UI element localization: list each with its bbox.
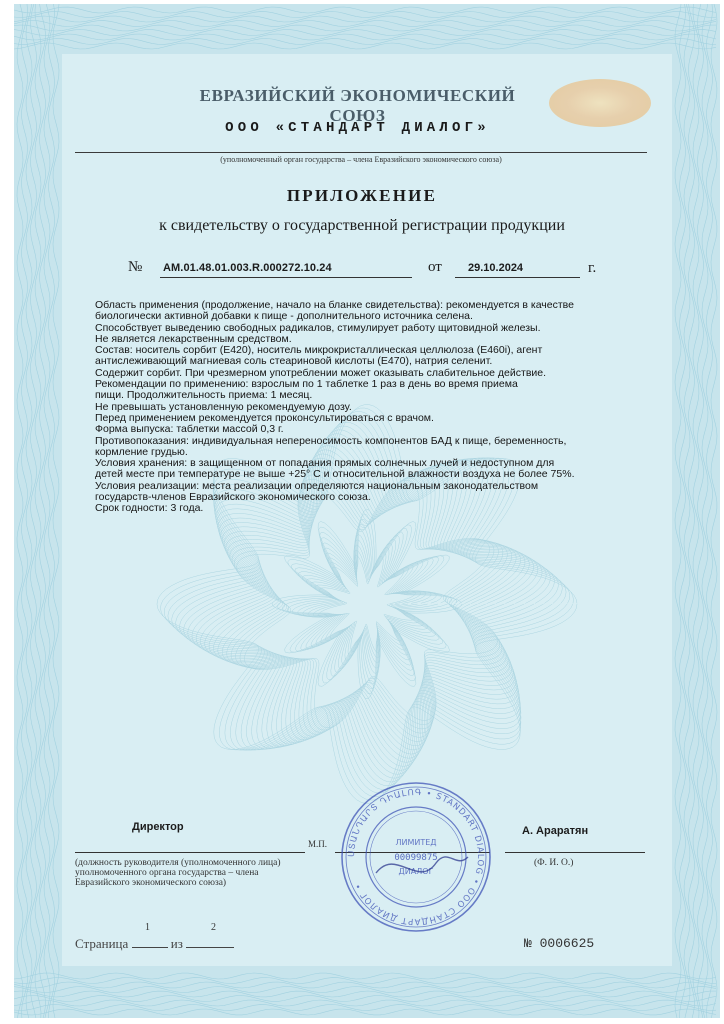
body-line: Срок годности: 3 года. xyxy=(95,502,204,515)
page-counter xyxy=(75,922,234,952)
body-line: кормление грудью. xyxy=(95,445,188,458)
position-line xyxy=(75,852,305,853)
seal-center-bottom: ДИАЛОГ xyxy=(398,867,434,876)
seal-center-number: 00099875 xyxy=(394,853,438,863)
authority-caption: (уполномоченный орган государства – члена Евразийского экономического союза) xyxy=(220,155,502,164)
body-line: Форма выпуска: таблетки массой 0,3 г. xyxy=(95,423,284,436)
mp-label: М.П. xyxy=(308,839,328,849)
body-line: антислеживающий магниевая соль стеариновой кислоты (Е470), натрия селенит. xyxy=(95,355,493,368)
seal-center-top: ЛИМИТЕД xyxy=(395,838,437,847)
body-line: пищи. Продолжительность приема: 1 месяц. xyxy=(95,389,313,402)
page-number: 1 xyxy=(145,922,150,933)
body-line: Условия реализации: места реализации определяются национальным законодательством xyxy=(95,479,539,492)
fio-caption: (Ф. И. О.) xyxy=(534,858,574,868)
total-pages: 2 xyxy=(211,922,216,933)
total-pages-slot xyxy=(186,947,234,948)
number-underline xyxy=(160,277,412,278)
certificate-date: 29.10.2024 xyxy=(468,262,524,274)
document-body xyxy=(95,300,635,515)
body-line: государств-членов Евразийского экономического союза. xyxy=(95,491,371,504)
year-suffix: г. xyxy=(588,260,597,276)
certificate-number: AM.01.48.01.003.R.000272.10.24 xyxy=(163,262,332,274)
page-label: Страница xyxy=(75,936,129,951)
serial-number: № 0006625 xyxy=(524,936,595,951)
signatory-name: А. Араратян xyxy=(522,825,589,837)
body-line: Область применения (продолжение, начало на бланке свидетельства): рекомендуется в качестве xyxy=(95,299,574,311)
body-line: Условия хранения: в защищенном от попадания прямых солнечных лучей и недоступном для xyxy=(95,457,555,470)
number-label: № xyxy=(128,259,143,275)
body-line: детей месте при температуре не выше +25° С и относительной влажности воздуха не более 75%. xyxy=(95,468,575,481)
company-seal xyxy=(336,777,496,937)
of-label: из xyxy=(170,936,183,951)
role-caption: (должность руководителя (уполномоченного лица) уполномоченного органа государства – члена Евразийского экономического союза) xyxy=(75,858,281,889)
emblem-ellipse xyxy=(549,79,651,127)
body-line: Способствует выведению свободных радикалов, стимулирует работу щитовидной железы. xyxy=(95,321,541,334)
body-line: биологически активной добавки к пище - дополнительного источника селена. xyxy=(95,310,473,323)
name-line xyxy=(505,852,645,853)
body-line: Состав: носитель сорбит (Е420), носитель микрокристаллическая целлюлоза (Е460i), агент xyxy=(95,344,543,357)
seal-ring-text: ՍՏԱՆԴԱՐՏ ԴԻԱԼՈԳ • STANDART DIALOG • ООО СТАНДАРТ ДИАЛОГ • xyxy=(346,787,486,927)
body-line: Перед применением рекомендуется проконсультироваться с врачом. xyxy=(95,411,434,424)
header-rule xyxy=(75,152,647,153)
union-name: ЕВРАЗИЙСКИЙ ЭКОНОМИЧЕСКИЙ СОЮЗ xyxy=(199,86,516,125)
organization-name: ООО «СТАНДАРТ ДИАЛОГ» xyxy=(225,120,490,136)
page-number-slot xyxy=(132,947,168,948)
body-line: Содержит сорбит. При чрезмерном употреблении может оказывать слабительное действие. xyxy=(95,366,547,379)
signatory-position: Директор xyxy=(132,821,184,833)
date-from-label: от xyxy=(428,259,442,275)
document-title: ПРИЛОЖЕНИЕ xyxy=(286,186,438,205)
body-line: Рекомендации по применению: взрослым по 1 таблетке 1 раз в день во время приема xyxy=(95,378,518,391)
date-underline xyxy=(455,277,580,278)
document-subtitle: к свидетельству о государственной регистрации продукции xyxy=(159,217,565,234)
body-line: Не превышать установленную рекомендуемую дозу. xyxy=(95,400,352,413)
body-line: Противопоказания: индивидуальная непереносимость компонентов БАД к пище, беременность, xyxy=(95,434,567,447)
body-line: Не является лекарственным средством. xyxy=(95,332,292,345)
